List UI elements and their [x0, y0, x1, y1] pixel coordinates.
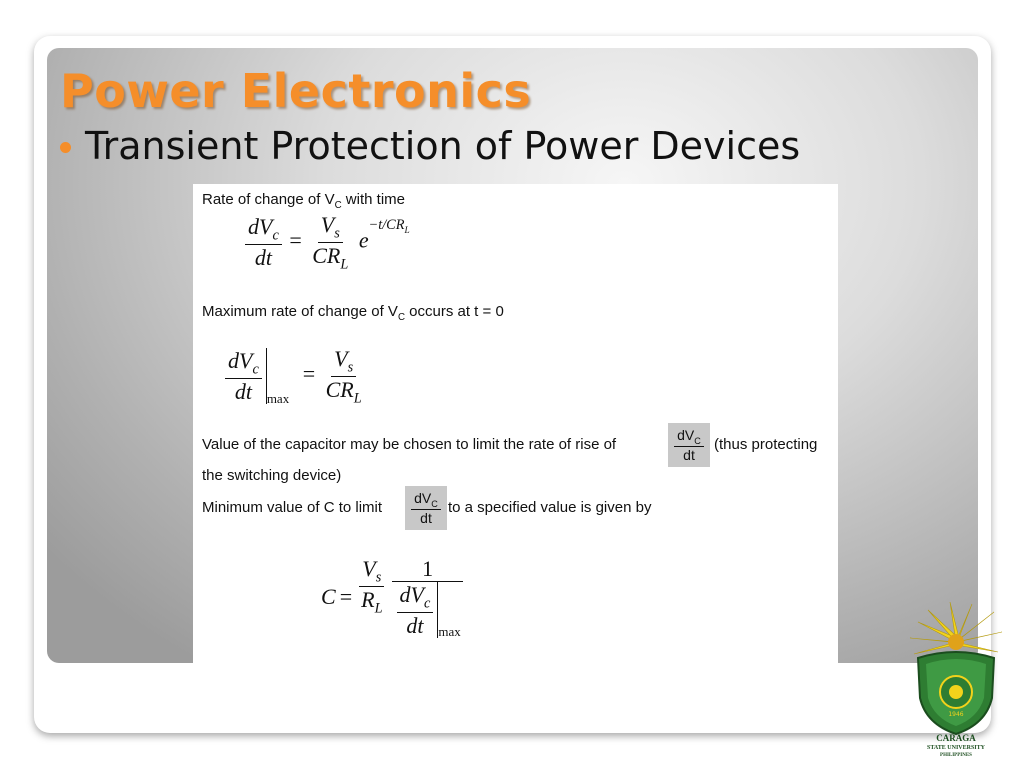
eq-term: e — [358, 227, 369, 253]
text-line-rate-of-change — [202, 191, 405, 211]
eq-term: 1 — [392, 556, 463, 582]
subscript: C — [431, 498, 438, 509]
equation-min-capacitance — [321, 556, 466, 638]
fraction — [323, 346, 365, 407]
text-line-capacitor-value-cont: (thus protecting — [714, 436, 818, 453]
fraction — [245, 214, 282, 270]
eval-subscript: max — [266, 391, 290, 407]
eq-term: dt — [420, 510, 432, 527]
bullet-text: Transient Protection of Power Devices — [85, 124, 801, 168]
content-image — [193, 184, 838, 664]
bullet-dot-icon — [60, 142, 71, 153]
eq-term: V — [334, 346, 348, 371]
equals-sign: = — [339, 584, 353, 610]
eq-term: dt — [406, 613, 424, 639]
text-fragment: Maximum rate of change of V — [202, 303, 398, 320]
subscript: c — [272, 227, 279, 244]
text-line-capacitor-value: Value of the capacitor may be chosen to limit the rate of rise of — [202, 436, 617, 453]
subscript: C — [397, 312, 405, 323]
eq-term: dV — [677, 426, 695, 443]
fraction — [225, 348, 262, 404]
subscript: C — [694, 435, 701, 446]
eval-subscript: max — [438, 623, 461, 639]
subscript: c — [423, 595, 431, 612]
eq-term: dV — [228, 348, 253, 374]
subscript: s — [334, 225, 340, 242]
equation-max-rate — [223, 346, 367, 407]
equals-sign: = — [289, 227, 302, 253]
text-fragment: with time — [341, 191, 405, 208]
text-line-switching-device: the switching device) — [202, 467, 342, 484]
bullet-item — [60, 124, 800, 168]
eq-term: V — [362, 556, 376, 581]
seal-text: STATE UNIVERSITY — [927, 745, 985, 751]
fraction — [309, 212, 351, 273]
exponent: −t/CR — [368, 217, 405, 234]
eq-term: dt — [234, 379, 252, 405]
eq-term: dV — [399, 582, 424, 608]
eq-term: C — [321, 584, 336, 610]
seal-text: PHILIPPINES — [940, 753, 972, 758]
subscript: L — [340, 256, 349, 273]
fraction — [397, 582, 434, 638]
eq-term: CR — [325, 376, 354, 402]
text-fragment: occurs at t = 0 — [404, 303, 504, 320]
eq-term: dt — [254, 245, 272, 271]
subscript: c — [252, 361, 259, 378]
text-line-minimum-value-cont: to a specified value is given by — [448, 499, 652, 516]
equation-rate-of-change — [243, 212, 410, 273]
slide-title: Power Electronics — [60, 64, 532, 118]
text-line-max-rate — [202, 303, 504, 323]
equals-sign: = — [302, 361, 316, 387]
seal-year: 1946 — [948, 711, 964, 718]
subscript: L — [404, 225, 410, 236]
eq-term: dV — [414, 489, 432, 506]
dvdt-fraction-chip — [668, 423, 710, 467]
subscript: L — [353, 390, 362, 407]
fraction — [358, 556, 385, 617]
fraction — [392, 556, 464, 638]
eq-term: dt — [683, 447, 695, 464]
subscript: s — [347, 359, 354, 376]
seal-text: CARAGA — [936, 733, 976, 743]
eq-term: CR — [312, 242, 341, 268]
dvdt-fraction-chip — [405, 486, 447, 530]
subscript: C — [334, 200, 342, 211]
text-fragment: Rate of change of V — [202, 191, 335, 208]
subscript: s — [375, 569, 382, 586]
eq-term: dV — [248, 214, 273, 240]
text-line-minimum-value: Minimum value of C to limit — [202, 499, 383, 516]
subscript: L — [374, 600, 383, 617]
eq-term: R — [361, 586, 375, 612]
eq-term: V — [320, 212, 335, 237]
university-seal-icon — [908, 602, 1004, 758]
